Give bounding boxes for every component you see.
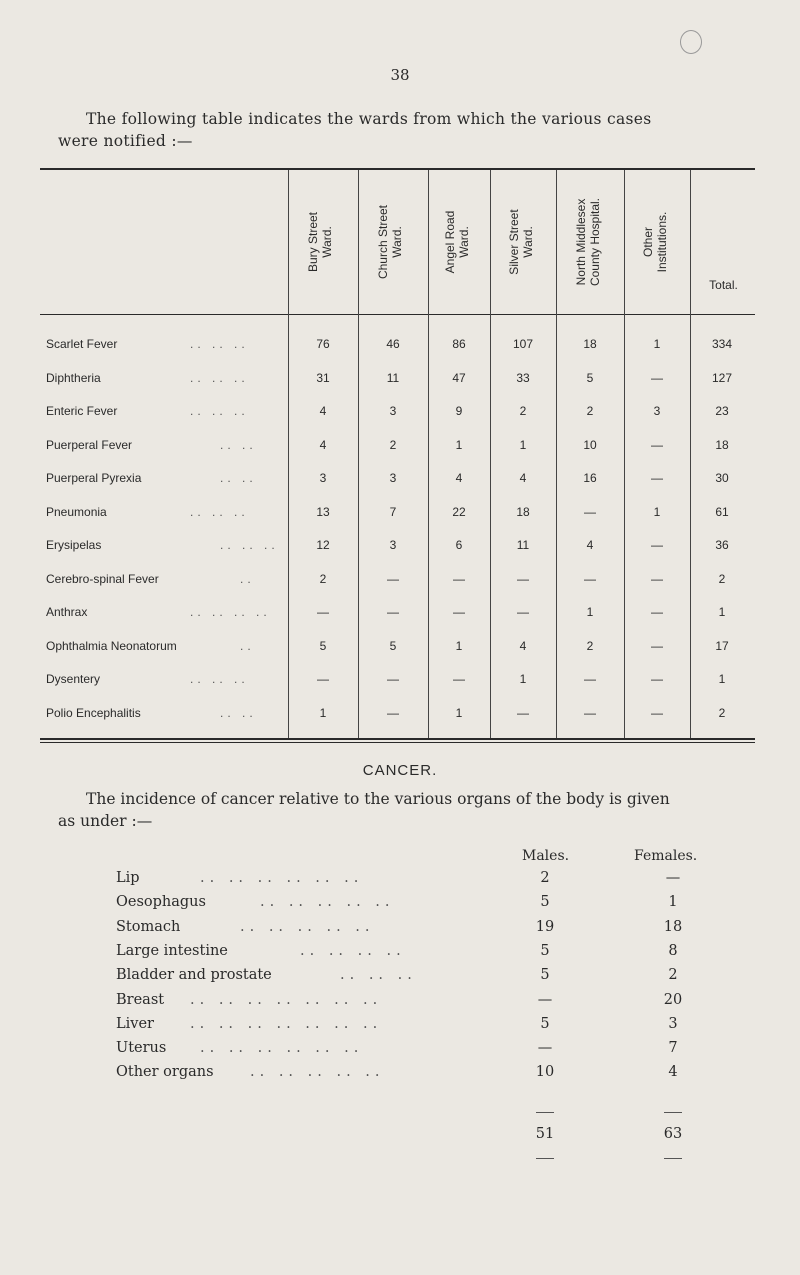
males-total-rule xyxy=(536,1158,554,1159)
count-cell: 5 xyxy=(586,370,594,385)
count-cell: 2 xyxy=(519,404,527,418)
header-silver-street: Silver Street Ward. xyxy=(507,209,535,275)
cancer-intro-line-1: The incidence of cancer relative to the various organs of the body is given xyxy=(86,790,670,808)
males-value: 5 xyxy=(540,1015,550,1032)
organ-label: Uterus xyxy=(116,1040,167,1057)
count-cell: 2 xyxy=(319,571,327,586)
disease-label: Pneumonia xyxy=(46,504,107,519)
total-cell: 1 xyxy=(718,672,726,686)
count-cell: — xyxy=(387,571,399,586)
count-cell: 3 xyxy=(653,404,661,418)
header-angel-road: Angel Road Ward. xyxy=(443,210,471,274)
organ-label: Stomach xyxy=(116,918,181,935)
disease-label: Enteric Fever xyxy=(46,404,118,418)
table-top-rule xyxy=(40,168,755,170)
cancer-intro xyxy=(58,788,768,832)
count-cell: 3 xyxy=(389,538,397,552)
table-bottom-rule-2 xyxy=(40,742,755,743)
females-value: 8 xyxy=(668,942,678,959)
leader-dots: .. .. xyxy=(220,471,257,485)
total-cell: 2 xyxy=(718,571,726,586)
header-church-street: Church Street Ward. xyxy=(376,204,404,280)
cancer-totals-row xyxy=(0,1122,800,1146)
count-cell: 4 xyxy=(319,404,327,418)
count-cell: 1 xyxy=(455,638,463,653)
count-cell: 3 xyxy=(389,471,397,485)
count-cell: 33 xyxy=(516,370,530,385)
table-row xyxy=(40,634,755,658)
leader-dots: .. xyxy=(240,571,255,586)
count-cell: 1 xyxy=(586,605,594,619)
count-cell: 76 xyxy=(316,337,330,351)
header-bury-street: Bury Street Ward. xyxy=(306,211,334,273)
count-cell: 5 xyxy=(389,638,397,653)
count-cell: 47 xyxy=(452,370,466,385)
leader-dots: .. xyxy=(240,638,255,653)
table-row xyxy=(40,567,755,591)
leader-dots: .. .. xyxy=(220,705,257,720)
females-value: 20 xyxy=(663,991,683,1008)
count-cell: — xyxy=(317,672,329,686)
count-cell: — xyxy=(584,705,596,720)
cancer-row xyxy=(0,1012,800,1036)
disease-label: Anthrax xyxy=(46,605,88,619)
table-row xyxy=(40,667,755,691)
cancer-row xyxy=(0,890,800,914)
count-cell: — xyxy=(317,605,329,619)
leader-dots: .. .. .. .. .. xyxy=(250,1064,385,1081)
count-cell: 4 xyxy=(319,437,327,452)
leader-dots: .. .. .. .. .. .. .. xyxy=(190,1015,383,1032)
count-cell: 1 xyxy=(653,337,661,351)
disease-label: Diphtheria xyxy=(46,370,101,385)
disease-label: Polio Encephalitis xyxy=(46,705,141,720)
organ-label: Oesophagus xyxy=(116,894,206,911)
cancer-title: CANCER. xyxy=(362,762,438,779)
count-cell: — xyxy=(584,504,596,519)
leader-dots: .. .. .. .. xyxy=(190,605,271,619)
count-cell: 10 xyxy=(583,437,597,452)
cancer-row xyxy=(0,915,800,939)
leader-dots: .. .. .. .. .. xyxy=(260,894,395,911)
females-header: Females. xyxy=(634,848,698,864)
count-cell: — xyxy=(453,605,465,619)
table-row xyxy=(40,366,755,390)
count-cell: 1 xyxy=(519,672,527,686)
total-cell: 30 xyxy=(715,471,729,485)
disease-label: Dysentery xyxy=(46,672,101,686)
males-value: — xyxy=(537,1040,553,1057)
total-cell: 36 xyxy=(715,538,729,552)
males-value: 5 xyxy=(540,894,550,911)
organ-label: Large intestine xyxy=(116,942,228,959)
males-header: Males. xyxy=(522,848,570,864)
count-cell: 1 xyxy=(519,437,527,452)
leader-dots: .. .. .. xyxy=(190,337,249,351)
count-cell: — xyxy=(651,672,663,686)
corner-circle-mark xyxy=(680,30,702,54)
leader-dots: .. .. .. xyxy=(190,672,249,686)
count-cell: — xyxy=(651,370,663,385)
males-sum-rule xyxy=(536,1112,554,1113)
total-cell: 61 xyxy=(715,504,729,519)
leader-dots: .. .. .. xyxy=(190,404,249,418)
cancer-row xyxy=(0,1036,800,1060)
table-row xyxy=(40,433,755,457)
table-row xyxy=(40,600,755,624)
count-cell: — xyxy=(517,571,529,586)
count-cell: — xyxy=(584,672,596,686)
table-row xyxy=(40,466,755,490)
cancer-row xyxy=(0,866,800,890)
organ-label: Bladder and prostate xyxy=(116,967,272,984)
count-cell: — xyxy=(651,638,663,653)
leader-dots: .. .. .. xyxy=(190,504,249,519)
count-cell: 22 xyxy=(452,504,466,519)
count-cell: 46 xyxy=(386,337,400,351)
females-value: 3 xyxy=(668,1015,678,1032)
count-cell: 5 xyxy=(319,638,327,653)
count-cell: 4 xyxy=(586,538,594,552)
organ-label: Other organs xyxy=(116,1064,214,1081)
count-cell: — xyxy=(387,605,399,619)
table-row xyxy=(40,701,755,725)
leader-dots: .. .. .. xyxy=(220,538,279,552)
organ-label: Lip xyxy=(116,870,140,886)
total-cell: 334 xyxy=(711,337,733,351)
count-cell: — xyxy=(651,437,663,452)
leader-dots: .. .. .. .. .. .. .. xyxy=(190,991,383,1008)
count-cell: 1 xyxy=(653,504,661,519)
organ-label: Breast xyxy=(116,991,165,1008)
leader-dots: .. .. .. .. xyxy=(300,942,406,959)
cancer-row xyxy=(0,963,800,987)
count-cell: 12 xyxy=(316,538,330,552)
count-cell: 11 xyxy=(386,370,400,385)
leader-dots: .. .. .. .. .. xyxy=(240,918,375,935)
leader-dots: .. .. xyxy=(220,437,257,452)
females-value: 18 xyxy=(663,918,683,935)
header-bottom-rule xyxy=(40,314,755,315)
table-row xyxy=(40,533,755,557)
cancer-row xyxy=(0,1060,800,1084)
count-cell: — xyxy=(651,538,663,552)
count-cell: 9 xyxy=(455,404,463,418)
disease-label: Puerperal Fever xyxy=(46,437,133,452)
count-cell: 11 xyxy=(516,538,530,552)
males-total: 51 xyxy=(535,1126,555,1142)
table-bottom-rule xyxy=(40,738,755,740)
males-value: 5 xyxy=(540,942,550,959)
count-cell: 3 xyxy=(389,404,397,418)
males-value: 5 xyxy=(540,967,550,984)
females-sum-rule xyxy=(664,1112,682,1113)
header-total: Total. xyxy=(709,278,738,292)
leader-dots: .. .. .. .. .. .. xyxy=(200,1040,364,1057)
males-value: — xyxy=(537,991,553,1008)
count-cell: 2 xyxy=(586,404,594,418)
count-cell: — xyxy=(453,571,465,586)
leader-dots: .. .. .. .. .. .. xyxy=(200,870,364,886)
count-cell: 18 xyxy=(516,504,530,519)
cancer-row xyxy=(0,939,800,963)
table-row xyxy=(40,399,755,423)
cancer-intro-line-2: as under :— xyxy=(58,812,153,830)
count-cell: — xyxy=(651,705,663,720)
males-value: 2 xyxy=(540,870,550,886)
intro-line-1: The following table indicates the wards from which the various cases xyxy=(86,110,652,128)
count-cell: 16 xyxy=(583,471,597,485)
intro-paragraph xyxy=(58,108,758,152)
count-cell: 4 xyxy=(519,638,527,653)
total-cell: 23 xyxy=(715,404,729,418)
total-cell: 17 xyxy=(715,638,729,653)
table-row xyxy=(40,332,755,356)
cancer-row xyxy=(0,988,800,1012)
count-cell: 18 xyxy=(583,337,597,351)
count-cell: 31 xyxy=(316,370,330,385)
table-row xyxy=(40,500,755,524)
total-cell: 2 xyxy=(718,705,726,720)
count-cell: — xyxy=(387,705,399,720)
count-cell: 1 xyxy=(455,437,463,452)
females-total: 63 xyxy=(663,1126,683,1142)
disease-label: Ophthalmia Neonatorum xyxy=(46,638,177,653)
count-cell: 7 xyxy=(389,504,397,519)
count-cell: 107 xyxy=(512,337,534,351)
count-cell: — xyxy=(651,471,663,485)
males-value: 19 xyxy=(535,918,555,935)
count-cell: — xyxy=(651,605,663,619)
header-north-middlesex: North Middlesex County Hospital. xyxy=(574,197,602,287)
females-total-rule xyxy=(664,1158,682,1159)
count-cell: 13 xyxy=(316,504,330,519)
page-number: 38 xyxy=(390,66,410,84)
disease-label: Scarlet Fever xyxy=(46,337,118,351)
organ-label: Liver xyxy=(116,1015,154,1032)
intro-line-2: were notified :— xyxy=(58,132,193,150)
females-value: — xyxy=(665,870,681,886)
count-cell: 2 xyxy=(586,638,594,653)
header-other-institutions: Other Institutions. xyxy=(641,211,669,273)
count-cell: — xyxy=(517,705,529,720)
count-cell: 1 xyxy=(455,705,463,720)
total-cell: 127 xyxy=(711,370,733,385)
count-cell: — xyxy=(517,605,529,619)
count-cell: — xyxy=(453,672,465,686)
count-cell: 2 xyxy=(389,437,397,452)
disease-label: Erysipelas xyxy=(46,538,102,552)
disease-label: Cerebro-spinal Fever xyxy=(46,571,159,586)
count-cell: 4 xyxy=(519,471,527,485)
count-cell: — xyxy=(584,571,596,586)
total-cell: 18 xyxy=(715,437,729,452)
count-cell: 4 xyxy=(455,471,463,485)
total-cell: 1 xyxy=(718,605,726,619)
count-cell: — xyxy=(387,672,399,686)
females-value: 7 xyxy=(668,1040,678,1057)
females-value: 4 xyxy=(668,1064,678,1081)
count-cell: 86 xyxy=(452,337,466,351)
wards-table xyxy=(40,168,755,748)
males-value: 10 xyxy=(535,1064,555,1081)
count-cell: 1 xyxy=(319,705,327,720)
count-cell: 6 xyxy=(455,538,463,552)
females-value: 2 xyxy=(668,967,678,984)
leader-dots: .. .. .. xyxy=(340,967,417,984)
females-value: 1 xyxy=(668,894,678,911)
disease-label: Puerperal Pyrexia xyxy=(46,471,142,485)
count-cell: 3 xyxy=(319,471,327,485)
leader-dots: .. .. .. xyxy=(190,370,249,385)
count-cell: — xyxy=(651,571,663,586)
